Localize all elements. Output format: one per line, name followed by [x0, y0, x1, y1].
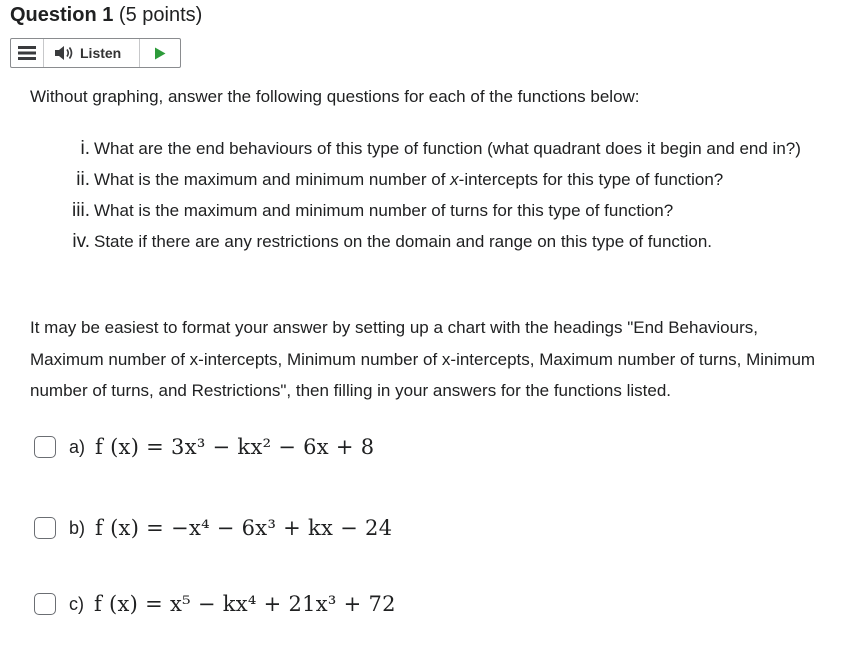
sub-question-text: What is the maximum and minimum number of turns for this type of function? — [94, 201, 674, 220]
sub-question-text: State if there are any restrictions on the domain and range on this type of function. — [94, 232, 713, 251]
option-a-equation: f (x) = 3x³ − kx² − 6x + 8 — [95, 435, 375, 459]
question-points: (5 points) — [113, 4, 203, 26]
sub-question — [62, 164, 842, 195]
listen-label: Listen — [80, 45, 122, 61]
option-b-label: b) — [69, 517, 86, 538]
question-title — [10, 2, 202, 28]
sub-question-list — [62, 133, 842, 257]
listen-button[interactable] — [44, 39, 140, 67]
sub-question-text: What are the end behaviours of this type of function (what quadrant does it begin and end in?) — [94, 139, 801, 158]
sub-question — [62, 195, 842, 226]
play-icon — [154, 47, 166, 60]
option-b-checkbox[interactable] — [34, 517, 56, 539]
sub-question-text: What is the maximum and minimum number of x-intercepts for this type of function? — [94, 170, 724, 189]
option-c-label: c) — [69, 593, 84, 614]
option-a-label: a) — [69, 436, 86, 457]
listen-menu-button[interactable] — [11, 39, 44, 67]
option-c-equation: f (x) = x⁵ − kx⁴ + 21x³ + 72 — [94, 592, 396, 616]
option-c-checkbox[interactable] — [34, 593, 56, 615]
option-b[interactable] — [34, 516, 392, 540]
sub-question-number: iii. — [72, 200, 90, 221]
hint-text: It may be easiest to format your answer by setting up a chart with the headings "End Behaviours, Maximum number of x-intercepts, Minimum number of x-intercepts, Maximum number of turns, Minimum number of turns, and Restrictions", then filling in your answers for the functions listed. — [30, 318, 816, 400]
option-a-checkbox[interactable] — [34, 436, 56, 458]
instructions-text: Without graphing, answer the following questions for each of the functions below: — [30, 87, 640, 106]
sub-question-number: i. — [80, 138, 90, 159]
sub-question-number: iv. — [72, 231, 90, 252]
sub-question-number: ii. — [76, 169, 90, 190]
menu-icon — [18, 46, 36, 60]
option-a[interactable] — [34, 435, 374, 459]
speaker-icon — [54, 45, 74, 61]
sub-question — [62, 226, 842, 257]
listen-toolbar — [10, 38, 181, 68]
question-number: Question 1 — [10, 4, 114, 26]
sub-question — [62, 133, 842, 164]
option-b-equation: f (x) = −x⁴ − 6x³ + kx − 24 — [95, 516, 393, 540]
option-c[interactable] — [34, 592, 396, 616]
play-button[interactable] — [140, 39, 180, 67]
